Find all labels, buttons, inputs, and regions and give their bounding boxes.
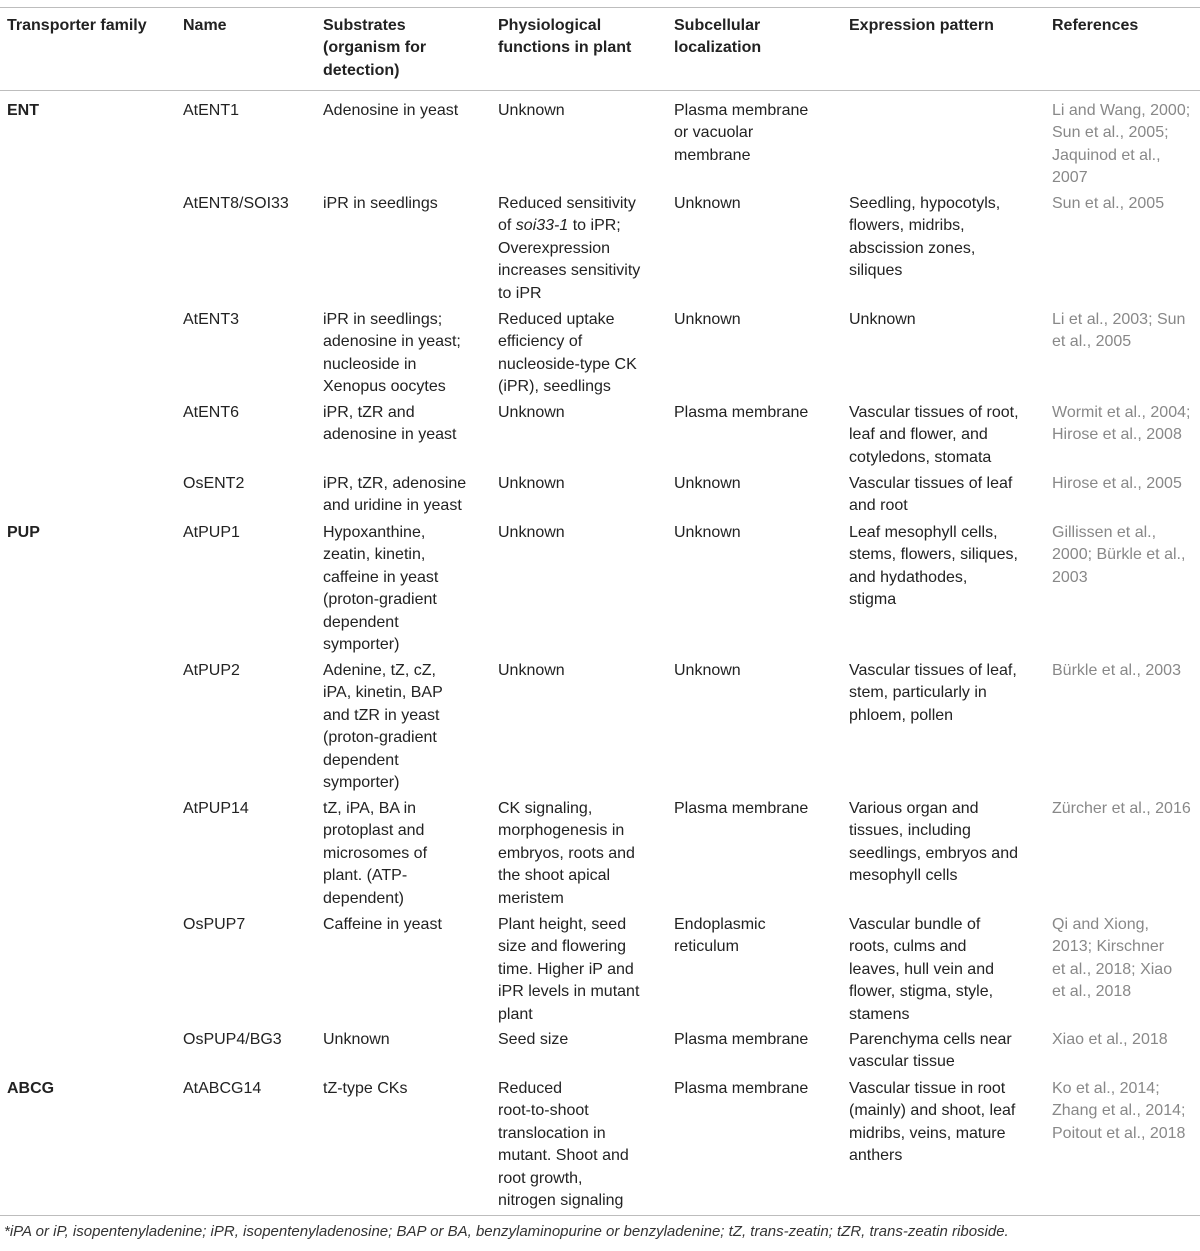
localization-cell: Plasma membrane: [674, 1031, 809, 1048]
functions-cell: Unknown: [498, 524, 565, 541]
substrates-cell: iPR in seedlings; adenosine in yeast; nucleoside in Xenopus oocytes: [323, 311, 461, 396]
references-cell: Li and Wang, 2000; Sun et al., 2005; Jaquinod et al., 2007: [1052, 102, 1191, 187]
localization-cell: Unknown: [674, 195, 741, 212]
localization-cell: Plasma membrane or vacuolar membrane: [674, 102, 809, 164]
expression-cell: Various organ and tissues, including seedlings, embryos and mesophyll cells: [849, 800, 1018, 885]
name-cell: AtPUP14: [183, 800, 249, 817]
substrates-cell: iPR, tZR and adenosine in yeast: [323, 404, 457, 444]
references-cell: Sun et al., 2005: [1052, 195, 1165, 212]
substrates-cell: Adenine, tZ, cZ, iPA, kinetin, BAP and tZR in yeast (proton-gradient dependent symporter): [323, 662, 443, 792]
localization-cell: Plasma membrane: [674, 404, 809, 421]
substrates-cell: Unknown: [323, 1031, 390, 1048]
references-cell: Xiao et al., 2018: [1052, 1031, 1168, 1048]
functions-cell: Reduced root-to-shoot translocation in mutant. Shoot and root growth, nitrogen signaling: [498, 1080, 629, 1210]
name-cell: AtABCG14: [183, 1080, 262, 1097]
functions-cell: [498, 193, 663, 305]
expression-cell: Vascular tissues of leaf, stem, particularly in phloem, pollen: [849, 662, 1017, 724]
functions-cell: Unknown: [498, 662, 565, 679]
substrates-cell: Hypoxanthine, zeatin, kinetin, caffeine in yeast (proton-gradient dependent symporter): [323, 524, 439, 654]
name-cell: OsPUP4/BG3: [183, 1031, 282, 1048]
family-cell: ABCG: [7, 1080, 55, 1097]
header-transporter-family: Transporter family: [7, 17, 147, 34]
localization-cell: Unknown: [674, 524, 741, 541]
header-name: Name: [183, 17, 227, 34]
functions-text-a: Reduced sensitivity of: [498, 195, 636, 235]
name-cell: AtENT6: [183, 404, 240, 421]
functions-cell: Unknown: [498, 404, 565, 421]
header-substrates: Substrates (organism for detection): [323, 17, 427, 79]
references-cell: Hirose et al., 2005: [1052, 475, 1182, 492]
functions-cell: CK signaling, morphogenesis in embryos, roots and the shoot apical meristem: [498, 800, 635, 907]
expression-cell: Vascular tissues of leaf and root: [849, 475, 1013, 515]
expression-cell: Seedling, hypocotyls, flowers, midribs, abscission zones, siliques: [849, 195, 1001, 280]
expression-cell: Vascular tissues of root, leaf and flower, and cotyledons, stomata: [849, 404, 1019, 466]
references-cell: Bürkle et al., 2003: [1052, 662, 1181, 679]
header-bottom-rule: [0, 90, 1200, 91]
name-cell: OsPUP7: [183, 916, 246, 933]
localization-cell: Endoplasmic reticulum: [674, 916, 766, 956]
functions-cell: Unknown: [498, 475, 565, 492]
family-cell: ENT: [7, 102, 39, 119]
table-footnote: *iPA or iP, isopentenyladenine; iPR, isopentenyladenosine; BAP or BA, benzylaminopurine or benzyladenine; tZ, trans-zeatin; tZR, trans-zeatin riboside.: [4, 1223, 1009, 1240]
header-physiological-functions: Physiological functions in plant: [498, 17, 632, 57]
table-top-rule: [0, 7, 1200, 8]
mutant-name: soi33-1: [515, 217, 569, 235]
expression-cell: Leaf mesophyll cells, stems, flowers, siliques, and hydathodes, stigma: [849, 524, 1018, 609]
references-cell: Li et al., 2003; Sun et al., 2005: [1052, 311, 1186, 351]
references-cell: Wormit et al., 2004; Hirose et al., 2008: [1052, 404, 1191, 444]
name-cell: OsENT2: [183, 475, 245, 492]
substrates-cell: Caffeine in yeast: [323, 916, 442, 933]
name-cell: AtPUP1: [183, 524, 240, 541]
table-bottom-rule: [0, 1215, 1200, 1216]
localization-cell: Plasma membrane: [674, 800, 809, 817]
substrates-cell: iPR in seedlings: [323, 195, 438, 212]
expression-cell: Unknown: [849, 311, 916, 328]
name-cell: AtENT8/SOI33: [183, 195, 289, 212]
name-cell: AtPUP2: [183, 662, 240, 679]
localization-cell: Unknown: [674, 475, 741, 492]
functions-cell: Seed size: [498, 1031, 569, 1048]
localization-cell: Plasma membrane: [674, 1080, 809, 1097]
substrates-cell: tZ-type CKs: [323, 1080, 408, 1097]
name-cell: AtENT3: [183, 311, 240, 328]
expression-cell: Vascular tissue in root (mainly) and shoot, leaf midribs, veins, mature anthers: [849, 1080, 1016, 1165]
header-subcellular-localization: Subcellular localization: [674, 17, 762, 57]
references-cell: Zürcher et al., 2016: [1052, 800, 1191, 817]
references-cell: Gillissen et al., 2000; Bürkle et al., 2003: [1052, 524, 1186, 586]
substrates-cell: iPR, tZR, adenosine and uridine in yeast: [323, 475, 467, 515]
expression-cell: Vascular bundle of roots, culms and leaves, hull vein and flower, stigma, style, stamens: [849, 916, 994, 1023]
localization-cell: Unknown: [674, 662, 741, 679]
substrates-cell: Adenosine in yeast: [323, 102, 459, 119]
functions-cell: Unknown: [498, 102, 565, 119]
header-expression-pattern: Expression pattern: [849, 17, 994, 34]
expression-cell: Parenchyma cells near vascular tissue: [849, 1031, 1012, 1071]
localization-cell: Unknown: [674, 311, 741, 328]
name-cell: AtENT1: [183, 102, 240, 119]
functions-cell: Plant height, seed size and flowering time. Higher iP and iPR levels in mutant plant: [498, 916, 640, 1023]
substrates-cell: tZ, iPA, BA in protoplast and microsomes of plant. (ATP- dependent): [323, 800, 428, 907]
references-cell: Ko et al., 2014; Zhang et al., 2014; Poitout et al., 2018: [1052, 1080, 1186, 1142]
functions-text-b: to iPR; Overexpression increases sensitivity to iPR: [498, 217, 641, 302]
functions-cell: Reduced uptake efficiency of nucleoside-type CK (iPR), seedlings: [498, 311, 637, 396]
references-cell: Qi and Xiong, 2013; Kirschner et al., 2018; Xiao et al., 2018: [1052, 916, 1173, 1001]
family-cell: PUP: [7, 524, 40, 541]
header-references: References: [1052, 17, 1139, 34]
